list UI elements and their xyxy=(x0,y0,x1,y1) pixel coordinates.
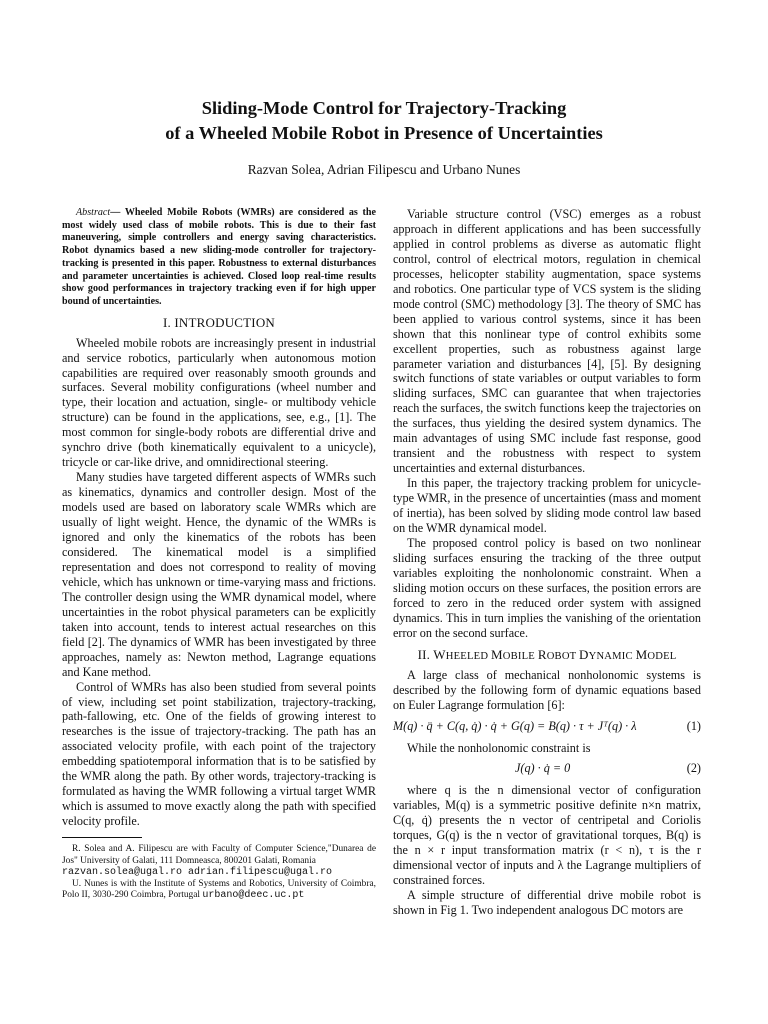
abstract-text: Wheeled Mobile Robots (WMRs) are considered as the most widely used class of mobile robots. This is due to their fast maneuvering, simple controllers and energy saving characteristics. Robot dynamics based a new sliding-mode controller for trajectory-tracking is presented in this paper. Robustness to external disturbances and parameter uncertainties is achieved. Closed loop real-time results show good performances in trajectory tracking even if for high upper bound of uncertainties. xyxy=(62,207,376,307)
abstract xyxy=(62,207,376,309)
paper-title xyxy=(0,96,768,146)
footnote-2-email: urbano@deec.uc.pt xyxy=(202,890,305,902)
footnote-affiliation-1 xyxy=(62,844,376,879)
right-paragraph-2: In this paper, the trajectory tracking problem for unicycle-type WMR, in the presence of uncertainties (mass and moment of inertia), has been solved by sliding mode control law based on the WMR dynamical model. xyxy=(393,476,701,536)
paper-title-line-1: Sliding-Mode Control for Trajectory-Tracking xyxy=(201,98,567,118)
equation-2 xyxy=(393,755,701,783)
footnote-1-emails: razvan.solea@ugal.ro adrian.filipescu@ugal.ro xyxy=(62,867,333,879)
left-column xyxy=(62,207,376,902)
intro-paragraph-1: Wheeled mobile robots are increasingly present in industrial and service robotics, particularly when autonomous motion capabilities are required over reasonably smooth grounds and surfaces. Several mobility configurations (wheel number and type, their location and actuation, single- or multibody vehicle structure) can be found in the applications, see, e.g., [1]. The most common for single-body robots are differential drive and synchro drive (both kinematically equivalent to a unicycle), tricycle or car-like drive, and omnidirectional steering. xyxy=(62,335,376,470)
equation-1-number: (1) xyxy=(686,718,701,733)
intro-paragraph-2: Many studies have targeted different aspects of WMRs such as kinematics, dynamics and controller design. Most of the models used are based on laboratory scale WMRs which are usually of light weight. Hence, the dynamic of the WMRs is ignored and only the kinematics of the robots has been considered. The kinematical model is a simplified representation and does not correspond to reality of moving vehicle, which has unknown or time-varying mass and frictions. The controller design using the WMR dynamical model, where uncertainties in the robot physical parameters can be explicitly taken into account, tends to interest actual researches on this field [2]. The dynamics of WMR has been investigated by three approaches, namely as: Newton method, Lagrange equations and Kane method. xyxy=(62,470,376,679)
abstract-label: Abstract xyxy=(76,207,111,218)
section-heading-introduction: I. INTRODUCTION xyxy=(162,314,276,330)
paper-title-line-2: of a Wheeled Mobile Robot in Presence of Uncertainties xyxy=(165,123,603,143)
equation-2-number: (2) xyxy=(686,761,701,776)
right-paragraph-1: Variable structure control (VSC) emerges as a robust approach in different applications and has been successfully applied in control problems as diverse as automatic flight control, control of electrical motors, regulation in chemical processes, helicopter stability augmentation, space systems and robotics. One particular type of VCS system is the sliding mode control (SMC) methodology [3]. The theory of SMC has been applied to various control systems, since it has been shown that this nonlinear type of control exhibits some excellent properties, such as robustness against large parameter variation and disturbances [4], [5]. By designing switch functions of state variables or output variables to form sliding surfaces, SMC can guarantee that when trajectories reach the surfaces, the switch functions keep the trajectories on the surfaces, thus yielding the desired system dynamics. The main advantages of using SMC include fast response, good transient and the robustness with respect to system uncertainties and external disturbances. xyxy=(393,207,701,476)
dynamic-model-paragraph-1: A large class of mechanical nonholonomic systems is described by the following form of dynamic equations based on Euler Lagrange formulation [6]: xyxy=(393,667,701,712)
intro-paragraph-3: Control of WMRs has also been studied from several points of view, including set point stabilization, trajectory-tracking, path-fallowing, etc. One of the fields of growing interest to researches is the issue of trajectory-tracking. The path has an associated velocity profile, with each point of the trajectory embedding spatiotemporal information that is to be satisfied by the WMR along the path. By other words, trajectory-tracking is formulated as having the WMR following a virtual target WMR which is assumed to move exactly along the path with specified velocity profile. xyxy=(62,679,376,829)
footnote-2-text: U. Nunes is with the Institute of Systems and Robotics, University of Coimbra, Polo II, 3030-290 Coimbra, Portugal xyxy=(62,878,376,901)
footnote-divider xyxy=(62,837,142,838)
right-column xyxy=(393,207,701,918)
footnote-affiliation-2 xyxy=(62,879,376,902)
equation-1-body: M(q) · q̈ + C(q, q̇) · q̇ + G(q) = B(q) · τ + Jᵀ(q) · λ xyxy=(393,718,637,733)
dynamic-model-paragraph-4: A simple structure of differential drive mobile robot is shown in Fig 1. Two independent analogous DC motors are xyxy=(393,888,701,918)
footnote-1-text: R. Solea and A. Filipescu are with Faculty of Computer Science,"Dunarea de Jos" University of Galati, 111 Domneasca, 800201 Galati, Romania xyxy=(62,844,376,866)
equation-1 xyxy=(393,713,701,741)
abstract-dash: — xyxy=(110,207,125,218)
right-paragraph-3: The proposed control policy is based on two nonlinear sliding surfaces ensuring the tracking of the three output variables exploiting the nonholonomic constraint. When a sliding motion occurs on these surfaces, the position errors are forced to zero in the reduced order system with assigned dynamics. This in turn implies the vanishing of the orientation error on the second surface. xyxy=(393,535,701,640)
dynamic-model-paragraph-2: While the nonholonomic constraint is xyxy=(407,740,591,755)
dynamic-model-paragraph-3: where q is the n dimensional vector of configuration variables, M(q) is a symmetric positive definite n×n matrix, C(q, q̇) presents the n vector of centripetal and Coriolis torques, G(q) is the n vector of gravitational torques, B(q) is the n × r input transformation matrix (r < n), τ is the r dimensional vector of inputs and λ the Lagrange multipliers of constrained forces. xyxy=(393,783,701,888)
equation-2-body: J(q) · q̇ = 0 xyxy=(515,761,571,776)
section-heading-dynamic-model: II. WHEELED MOBILE ROBOT DYNAMIC MODEL xyxy=(417,646,677,662)
paper-authors: Razvan Solea, Adrian Filipescu and Urbano Nunes xyxy=(247,162,521,177)
